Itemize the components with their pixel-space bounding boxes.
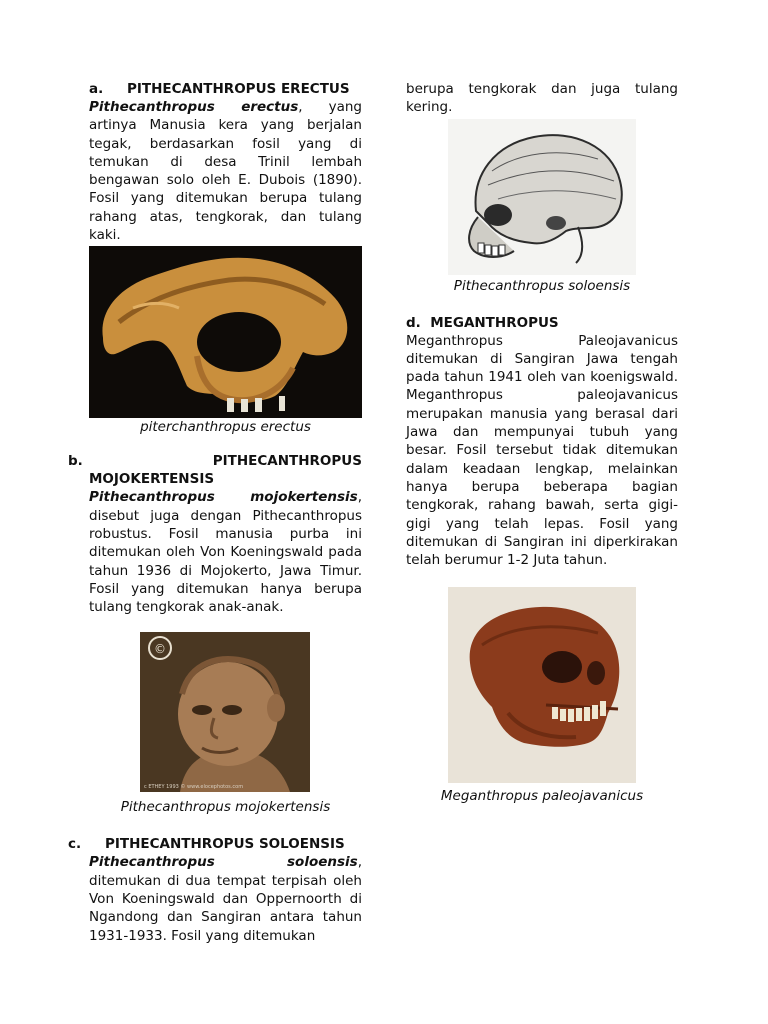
section-d-letter: d. [406, 314, 421, 331]
section-b-sci-name: Pithecanthropus mojokertensis [89, 489, 358, 506]
meganthropus-skull-photo [448, 587, 636, 783]
section-d-paragraph: Meganthropus Paleojavanicus ditemukan di Sangiran Jawa tengah pada tahun 1941 oleh van koenigswald. Meganthropus paleojavanicus merupakan manusia yang berasal dari Jawa dan mempunyai tubuh yang besar. Fosil tersebut tidak ditemukan dalam keadaan lengkap, melainkan hanya berupa beberapa bagian tengkorak, rahang bawah, serta gigi-gigi yang telah lepas. Fosil yang ditemukan di Sangiran ini diperkirakan telah berumur 1-2 Juta tahun. [406, 332, 678, 569]
figure-soloensis [406, 119, 678, 295]
section-b-text: , disebut juga dengan Pithecanthropus robustus. Fosil manusia purba ini ditemukan oleh Von Koeningswald pada tahun 1936 di Mojokerto, Jawa Timur. Fosil yang ditemukan hanya berupa tulang tengkorak anak-anak. [89, 489, 362, 616]
photo-credit: c ETHEY 1993 © www.elocephotos.com [144, 784, 244, 791]
caption-meganthropus: Meganthropus paleojavanicus [440, 788, 644, 805]
section-b-paragraph [89, 488, 362, 616]
caption-mojokertensis: Pithecanthropus mojokertensis [120, 799, 331, 816]
section-b-title-line2: MOJOKERTENSIS [89, 471, 215, 488]
section-c-title: PITHECANTHROPUS SOLOENSIS [105, 836, 345, 853]
section-a-heading [89, 80, 362, 98]
section-c-paragraph [89, 853, 362, 944]
section-c-sci-name: Pithecanthropus soloensis [89, 854, 358, 871]
photo-copyright-mark: © [154, 642, 166, 657]
section-c-letter: c. [68, 836, 82, 853]
section-a-sci-name: Pithecanthropus erectus [89, 99, 299, 115]
left-column [68, 80, 362, 945]
section-a-paragraph [89, 98, 362, 244]
soloensis-skull-sketch [448, 119, 636, 275]
section-b-letter: b. [68, 453, 83, 470]
section-a-text: , yang artinya Manusia kera yang berjalan tegak, berdasarkan fosil yang di temukan di desa Trinil lembah bengawan solo oleh E. Dubois (1890). Fosil yang ditemukan berupa tulang rahang atas, tengkorak, dan tulang kaki. [89, 99, 362, 244]
section-a-title: PITHECANTHROPUS ERECTUS [127, 81, 350, 97]
mojokertensis-bust-photo [140, 632, 310, 792]
erectus-skull-photo [89, 246, 362, 418]
section-b-heading [68, 452, 362, 488]
section-a-letter: a. [89, 81, 104, 97]
section-b-title-line1: PITHECANTHROPUS [212, 453, 362, 470]
section-c-text: , ditemukan di dua tempat terpisah oleh Von Koeningswald dan Oppernoorth di Ngandong dan Sangiran antara tahun 1931-1933. Fosil yang ditemukan [89, 854, 362, 944]
caption-erectus: piterchanthropus erectus [140, 419, 311, 436]
figure-erectus [89, 246, 362, 436]
right-column [406, 80, 678, 805]
section-d-heading [406, 314, 678, 332]
figure-mojokertensis [89, 632, 362, 816]
section-c-continuation: berupa tengkorak dan juga tulang kering. [406, 81, 678, 116]
section-d-title: MEGANTHROPUS [430, 314, 559, 331]
caption-soloensis: Pithecanthropus soloensis [453, 277, 631, 294]
section-c-heading [68, 835, 362, 853]
figure-meganthropus [406, 587, 678, 805]
